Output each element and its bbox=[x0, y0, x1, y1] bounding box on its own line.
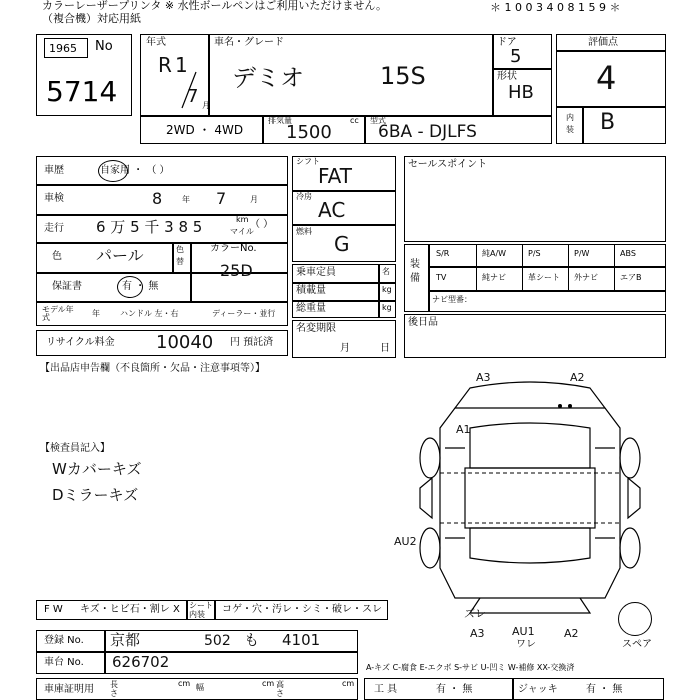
fw-text: キズ・ヒビ石・割レ X bbox=[80, 604, 180, 615]
era: R bbox=[158, 53, 172, 77]
equipment-item: ABS bbox=[620, 249, 636, 258]
displacement: 1500 bbox=[286, 122, 332, 143]
recycle-unit: 円 預託済 bbox=[230, 337, 274, 348]
mark-door: AU2 bbox=[394, 535, 417, 548]
load-unit: kg bbox=[382, 285, 392, 294]
equipment-label: 装備 bbox=[410, 259, 420, 284]
color-code: 25D bbox=[220, 261, 253, 280]
mark-bottom-right: A2 bbox=[564, 627, 579, 640]
sales-point-label: セールスポイント bbox=[408, 159, 488, 170]
color-change-label: 色替 bbox=[176, 245, 184, 266]
note-line1: Wカバーキズ bbox=[52, 460, 142, 478]
mark-top-right: A2 bbox=[570, 371, 585, 384]
dim-length-unit: cm bbox=[178, 679, 191, 688]
mark-top-left: A3 bbox=[476, 371, 491, 384]
mileage-label: 走行 bbox=[44, 223, 64, 234]
serial-number: ＊ 1 0 0 3 4 0 8 1 5 9 ＊ bbox=[490, 1, 621, 14]
tools-options: 有 ・ 無 bbox=[436, 684, 473, 695]
registration-label: 登録 No. bbox=[44, 635, 84, 646]
interior-score: B bbox=[600, 110, 616, 135]
year: 1 bbox=[175, 53, 188, 77]
warranty-label: 保証書 bbox=[52, 281, 82, 292]
year-stamp: 1965 bbox=[49, 42, 77, 55]
dim-height: 高さ bbox=[276, 680, 284, 698]
jack-options: 有 ・ 無 bbox=[586, 684, 623, 695]
cc-unit: cc bbox=[350, 116, 359, 125]
equipment-item: TV bbox=[436, 273, 447, 282]
passengers-unit: 名 bbox=[382, 267, 390, 276]
ac-label: 冷房 bbox=[296, 192, 312, 201]
shaken-year: 8 bbox=[152, 189, 163, 208]
equipment-item: 革シート bbox=[528, 273, 560, 282]
ownership-label: 名変期限 bbox=[296, 323, 336, 334]
color-code-label: カラーNo. bbox=[210, 243, 257, 254]
shift-label: シフト bbox=[296, 157, 320, 166]
registration-area: 京都 bbox=[110, 631, 141, 649]
model-label: 型式 bbox=[370, 116, 386, 125]
chassis-row bbox=[36, 652, 358, 674]
dealer: ディーラー・並行 bbox=[212, 309, 276, 318]
shape-label: 形状 bbox=[497, 71, 517, 82]
inspector-heading: 【検査員記入】 bbox=[40, 443, 110, 454]
mileage-paren: （ ） bbox=[250, 219, 274, 230]
car-name: デミオ bbox=[232, 64, 304, 92]
seat-label: シート内装 bbox=[189, 601, 213, 619]
color-value: パール bbox=[96, 246, 144, 265]
drive: 2WD ・ 4WD bbox=[166, 123, 244, 137]
weight-label: 総重量 bbox=[296, 303, 326, 314]
year-slash bbox=[178, 70, 198, 110]
history-options: 自家用 ・ （ ） bbox=[100, 165, 170, 176]
lot-number: 5714 bbox=[46, 75, 118, 108]
car-grade: 15S bbox=[380, 62, 426, 90]
ownership-day: 日 bbox=[380, 343, 390, 354]
spare-label: スペア bbox=[622, 639, 652, 650]
model-year-label: モデル年式 bbox=[42, 305, 74, 322]
dim-width-unit: cm bbox=[262, 679, 275, 688]
model-year-unit: 年 bbox=[92, 309, 100, 318]
equipment-item: 外ナビ bbox=[574, 273, 598, 282]
rating-label: 評価点 bbox=[588, 37, 618, 48]
model-code: 6BA - DJLFS bbox=[378, 122, 477, 142]
mark-bottom-mid: AU1 bbox=[512, 625, 535, 638]
lot-no-label: No bbox=[95, 39, 113, 54]
dim-length: 長さ bbox=[110, 680, 118, 698]
ownership-month: 月 bbox=[340, 343, 350, 354]
month: 7 bbox=[187, 86, 199, 107]
shape: HB bbox=[508, 82, 534, 103]
chassis-number: 626702 bbox=[112, 653, 170, 671]
year-label: 年式 bbox=[146, 37, 166, 48]
mileage-unit2: マイル bbox=[230, 227, 254, 236]
shaken-label: 車検 bbox=[44, 193, 64, 204]
equipment-item: 純ナビ bbox=[482, 273, 506, 282]
history-circle bbox=[98, 160, 128, 182]
jack-label: ジャッキ bbox=[518, 684, 558, 695]
load-label: 積載量 bbox=[296, 285, 326, 296]
fw-label: F W bbox=[44, 604, 63, 615]
registration-class: 502 bbox=[204, 633, 231, 649]
dim-width: 幅 bbox=[196, 683, 204, 692]
month-unit: 月 bbox=[202, 101, 210, 110]
displacement-label: 排気量 bbox=[268, 116, 292, 125]
declaration-heading: 【出品店申告欄（不良箇所・欠品・注意事項等）】 bbox=[40, 363, 265, 374]
garage-label: 車庫証明用 bbox=[44, 684, 94, 695]
rating-score: 4 bbox=[596, 59, 617, 97]
spare-tire-icon bbox=[618, 602, 652, 636]
history-label: 車歴 bbox=[44, 165, 64, 176]
recycle-label: リサイクル料金 bbox=[46, 337, 115, 348]
equipment-item: 純A/W bbox=[482, 249, 507, 258]
tools-label: 工 具 bbox=[374, 684, 398, 695]
car-diagram bbox=[410, 368, 650, 618]
warranty-options: 有 ・ 無 bbox=[122, 281, 159, 292]
header-line1: カラーレーザープリンタ ※ 水性ボールペンはご利用いただけません。 bbox=[42, 0, 387, 12]
shaken-year-unit: 年 bbox=[182, 195, 190, 204]
interior-label: 内装 bbox=[566, 113, 574, 134]
mileage: 6 万 5 千 3 8 5 bbox=[96, 218, 203, 236]
name-label: 車名・グレード bbox=[214, 37, 284, 48]
chassis-label: 車台 No. bbox=[44, 657, 84, 668]
navi-label: ナビ型番： bbox=[432, 295, 472, 304]
ac-value: AC bbox=[318, 198, 346, 222]
seat-text: コゲ・穴・汚レ・シミ・破レ・スレ bbox=[222, 604, 382, 615]
mark-bottom-left: A3 bbox=[470, 627, 485, 640]
handle: ハンドル 左・右 bbox=[120, 309, 179, 318]
after-goods-label: 後日品 bbox=[408, 317, 438, 328]
door-label: ドア bbox=[497, 37, 517, 48]
registration-number: 4101 bbox=[282, 631, 321, 649]
color-label: 色 bbox=[52, 251, 62, 262]
note-line2: Dミラーキズ bbox=[52, 486, 139, 504]
dim-height-unit: cm bbox=[342, 679, 355, 688]
equipment-item: S/R bbox=[436, 249, 450, 258]
after-goods-box bbox=[404, 314, 666, 358]
equipment-item: P/W bbox=[574, 249, 590, 258]
passengers-label: 乗車定員 bbox=[296, 267, 336, 278]
fuel-label: 燃料 bbox=[296, 227, 312, 236]
fuel-value: G bbox=[334, 232, 350, 256]
shaken-month-unit: 月 bbox=[250, 195, 258, 204]
weight-unit: kg bbox=[382, 303, 392, 312]
equipment-item: エアB bbox=[620, 273, 642, 282]
damage-legend: A-キズ C-腐食 E-エクボ S-サビ U-凹ミ W-補修 XX-交換済 bbox=[366, 663, 575, 672]
mileage-unit: km bbox=[236, 215, 249, 224]
header-line2: （複合機）対応用紙 bbox=[42, 12, 141, 25]
registration-kana: も bbox=[244, 631, 260, 649]
mark-side: A1 bbox=[456, 423, 471, 436]
warranty-circle bbox=[117, 276, 143, 298]
recycle-amount: 10040 bbox=[156, 332, 214, 353]
shaken-month: 7 bbox=[216, 189, 227, 208]
doors: 5 bbox=[510, 46, 522, 67]
mark-mirror: ズレ bbox=[464, 607, 486, 620]
shift-value: FAT bbox=[318, 164, 353, 188]
equipment-item: P/S bbox=[528, 249, 541, 258]
mark-bottom-mid2: ワレ bbox=[516, 639, 536, 650]
